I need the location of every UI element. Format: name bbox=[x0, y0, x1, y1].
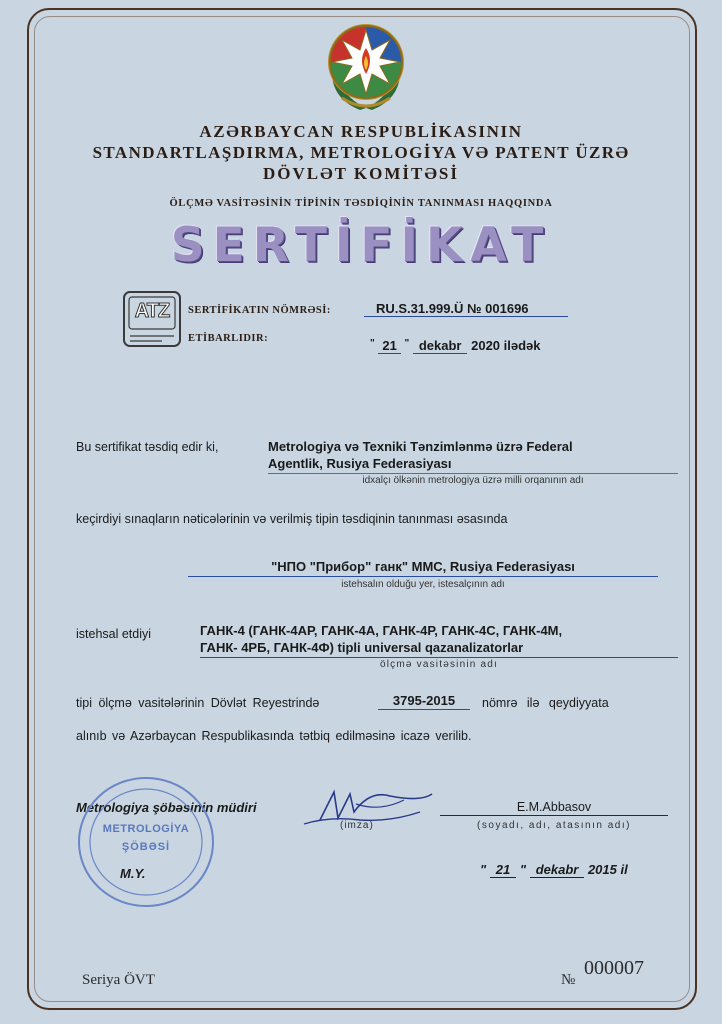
stamp-mid-text: ŞÖBƏSİ bbox=[121, 841, 171, 853]
instrument-caption: ölçmə vasitəsinin adı bbox=[379, 659, 499, 670]
agency-line-2: Agentlik, Rusiya Federasiyası bbox=[268, 456, 678, 474]
cert-number-label: SERTİFİKATIN NÖMRƏSİ: bbox=[188, 305, 331, 316]
valid-date bbox=[370, 338, 541, 353]
series-label: Seriya ÖVT bbox=[82, 972, 155, 988]
agency-caption: idxalçı ölkənin metrologiya üzrə milli orqanının adı bbox=[362, 475, 584, 486]
confirms-label: Bu sertifikat təsdiq edir ki, bbox=[76, 440, 219, 454]
cert-number-value: RU.S.31.999.Ü № 001696 bbox=[364, 301, 568, 317]
manufacturer: "НПО "Прибор" ганк" ММС, Rusiya Federasiyası bbox=[188, 559, 658, 577]
tests-line: keçirdiyi sınaqların nəticələrinin və verilmiş tipin təsdiqinin tanınması əsasında bbox=[76, 512, 508, 526]
stamp-top-text: METROLOGİYA bbox=[102, 823, 190, 835]
certificate-title: SERTİFİKAT bbox=[170, 218, 552, 273]
manufacturer-caption: istehsalın olduğu yer, istesalçının adı bbox=[341, 579, 505, 590]
signer-name-caption: (soyadı, adı, atasının adı) bbox=[477, 820, 631, 831]
header-line-3: DÖVLƏT KOMİTƏSİ bbox=[262, 164, 460, 183]
certificate-serial-number: 000007 bbox=[584, 957, 644, 979]
header-subtitle: ÖLÇMƏ VASİTƏSİNİN TİPİNİN TƏSDİQİNİN TANINMASI HAQQINDA bbox=[169, 198, 553, 209]
valid-label: ETİBARLIDIR: bbox=[188, 333, 269, 344]
signer-name: E.M.Abbasov bbox=[440, 800, 668, 816]
valid-quote-open: " bbox=[370, 338, 375, 349]
date-quote-close: " bbox=[519, 862, 527, 877]
official-stamp bbox=[76, 775, 216, 909]
atz-logo bbox=[122, 290, 182, 348]
signer-role: Metrologiya şöbəsinin müdiri bbox=[76, 800, 257, 815]
imza-caption: (imza) bbox=[340, 820, 374, 831]
valid-rest: 2020 ilədək bbox=[471, 338, 541, 353]
registry-pre: tipi ölçmə vasitələrinin Dövlət Reyestrində bbox=[76, 696, 320, 710]
atz-logo-text: ATZ bbox=[134, 300, 170, 322]
date-year: 2015 il bbox=[587, 862, 628, 877]
produced-label: istehsal etdiyi bbox=[76, 627, 152, 641]
instrument-line-2: ГАНК- 4РБ, ГАНК-4Ф) tipli universal qazanalizatorlar bbox=[200, 640, 678, 658]
signature-date bbox=[480, 862, 628, 877]
valid-day: 21 bbox=[378, 338, 400, 354]
date-day: 21 bbox=[490, 862, 516, 878]
agency-line-1: Metrologiya və Texniki Tənzimlənmə üzrə Federal bbox=[268, 439, 573, 454]
valid-quote-close: " bbox=[404, 338, 410, 349]
approval-line: alınıb və Azərbaycan Respublikasında tətbiq edilməsinə icazə verilib. bbox=[76, 729, 472, 743]
instrument-line-1: ГАНК-4 (ГАНК-4АР, ГАНК-4А, ГАНК-4Р, ГАНК-4С, ГАНК-4М, bbox=[200, 623, 563, 638]
header-line-1: AZƏRBAYCAN RESPUBLİKASININ bbox=[199, 122, 523, 141]
registry-post: nömrə ilə qeydiyyata bbox=[482, 696, 609, 710]
valid-month: dekabr bbox=[413, 338, 468, 354]
date-quote-open: " bbox=[480, 862, 487, 877]
header-line-2: STANDARTLAŞDIRMA, METROLOGİYA VƏ PATENT ÜZRƏ bbox=[92, 143, 630, 162]
registry-number: 3795-2015 bbox=[378, 693, 470, 710]
stamp-my-label: M.Y. bbox=[120, 866, 146, 881]
number-symbol: № bbox=[561, 972, 576, 988]
state-emblem-icon bbox=[320, 18, 412, 112]
date-month: dekabr bbox=[530, 862, 585, 878]
